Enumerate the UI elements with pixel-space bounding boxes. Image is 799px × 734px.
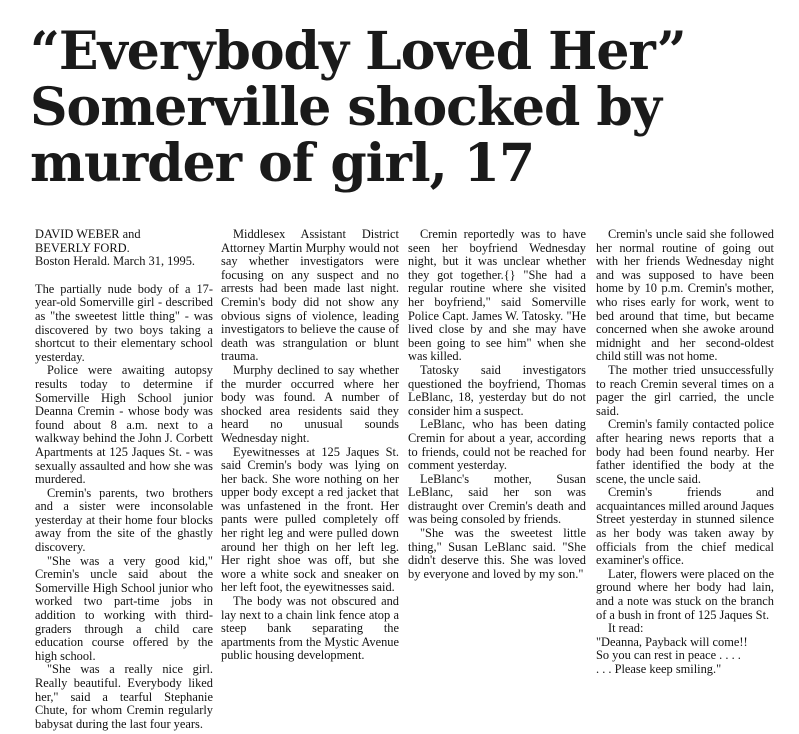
article-paragraph: Cremin's uncle said she followed her normal routine of going out with her friends Wednesday night and was supposed to have been home by 10 p.m. Cremin's mother, who rises early for work, went to bed around that time, but became concerned when she awoke around midnight and her second-oldest child still was not home.	[596, 227, 774, 364]
article-paragraph: Cremin's parents, two brothers and a sister were inconsolable yesterday at their home four blocks away from the site of the ghastly discovery.	[35, 485, 213, 555]
article-paragraph: Cremin's family contacted police after hearing news reports that a body had been found nearby. Her father identified the body at the scene, the uncle said.	[596, 417, 774, 486]
note-line-1: "Deanna, Payback will come!!	[596, 634, 748, 649]
byline	[35, 228, 213, 269]
article-paragraph: LeBlanc, who has been dating Cremin for about a year, according to friends, could not be reached for comment yesterday.	[408, 417, 586, 473]
article-column-3	[408, 228, 586, 581]
article-paragraph: LeBlanc's mother, Susan LeBlanc, said her son was distraught over Cremin's death and was being consoled by friends.	[408, 471, 586, 527]
byline-author-1: DAVID WEBER and	[35, 227, 141, 241]
article-paragraph: Murphy declined to say whether the murder occurred where her body was found. A number of shocked area residents said they heard no unusual sounds Wednesday night.	[221, 362, 399, 445]
headline	[30, 21, 790, 194]
article-paragraph: "She was a very good kid," Cremin's uncle said about the Somerville High School junior who worked two part-time jobs in addition to working with third-graders through a child care education course offered by the high school.	[35, 553, 213, 663]
article-paragraph: Eyewitnesses at 125 Jaques St. said Cremin's body was lying on her back. She wore nothing on her upper body except a red jacket that was unfastened in the front. Her pants were pulled completely off her right leg and were pulled down around her thigh on her left leg. Her right shoe was off, but she wore a white sock and sneaker on her left foot, the eyewitnesses said.	[221, 444, 399, 595]
article-paragraph: Cremin reportedly was to have seen her boyfriend Wednesday night, but it was unclear whether they got together.{} "She had a regular routine where she visited her boyfriend," said Somerville Police Capt. James W. Tatosky. "He lived close by and she may have been going to see him" when she was killed.	[408, 227, 586, 364]
article-column-4	[596, 228, 774, 677]
headline-line-1: “Everybody Loved Her”	[30, 21, 686, 82]
article-paragraph: Police were awaiting autopsy results today to determine if Somerville High School junior Deanna Cremin - whose body was found about 8 a.m. next to a walkway behind the John J. Corbett Apartments at 125 Jaques St. - was sexually assaulted and how she was murdered.	[35, 363, 213, 487]
article-paragraph: The body was not obscured and lay next to a chain link fence atop a steep bank separating the apartments from the Mystic Avenue public housing development.	[221, 594, 399, 663]
byline-source: Boston Herald. March 31, 1995.	[35, 254, 196, 269]
note-line-3: . . . Please keep smiling."	[596, 662, 722, 676]
article-paragraph: It read:	[608, 621, 644, 636]
headline-line-3: murder of girl, 17	[30, 133, 535, 194]
article-column-1	[35, 228, 213, 731]
article-column-2	[221, 228, 399, 663]
article-paragraph: The mother tried unsuccessfully to reach Cremin several times on a pager the girl carried, the uncle said.	[596, 362, 774, 418]
article-paragraph: Cremin's friends and acquaintances milled around Jaques Street yesterday in stunned silence as her body was taken away by officials from the chief medical examiner's office.	[596, 485, 774, 568]
article-paragraph: "She was a really nice girl. Really beautiful. Everybody liked her," said a tearful Stephanie Chute, for whom Cremin regularly babysat during the last four years.	[35, 662, 213, 731]
byline-author-2: BEVERLY FORD.	[35, 240, 130, 255]
article-paragraph: Tatosky said investigators questioned the boyfriend, Thomas LeBlanc, 18, yesterday but do not consider him a suspect.	[408, 362, 586, 418]
headline-line-2: Somerville shocked by	[30, 77, 661, 138]
article-paragraph: "She was the sweetest little thing," Susan LeBlanc said. "She didn't deserve this. She was loved by everyone and loved by my son."	[408, 526, 586, 581]
article-paragraph: The partially nude body of a 17-year-old Somerville girl - described as "the sweetest little thing" - was discovered by two boys taking a shortcut to their elementary school yesterday.	[35, 281, 213, 364]
article-paragraph: Later, flowers were placed on the ground where her body had lain, and a note was stuck on the branch of a bush in front of 125 Jaques St.	[596, 566, 774, 622]
article-paragraph: Middlesex Assistant District Attorney Martin Murphy would not say whether investigators were focusing on any suspect and no arrests had been made last night. Cremin's body did not show any obvious signs of violence, leading investigators to believe the cause of death was strangulation or blunt trauma.	[221, 227, 399, 364]
note-line-2: So you can rest in peace . . . .	[596, 648, 741, 663]
